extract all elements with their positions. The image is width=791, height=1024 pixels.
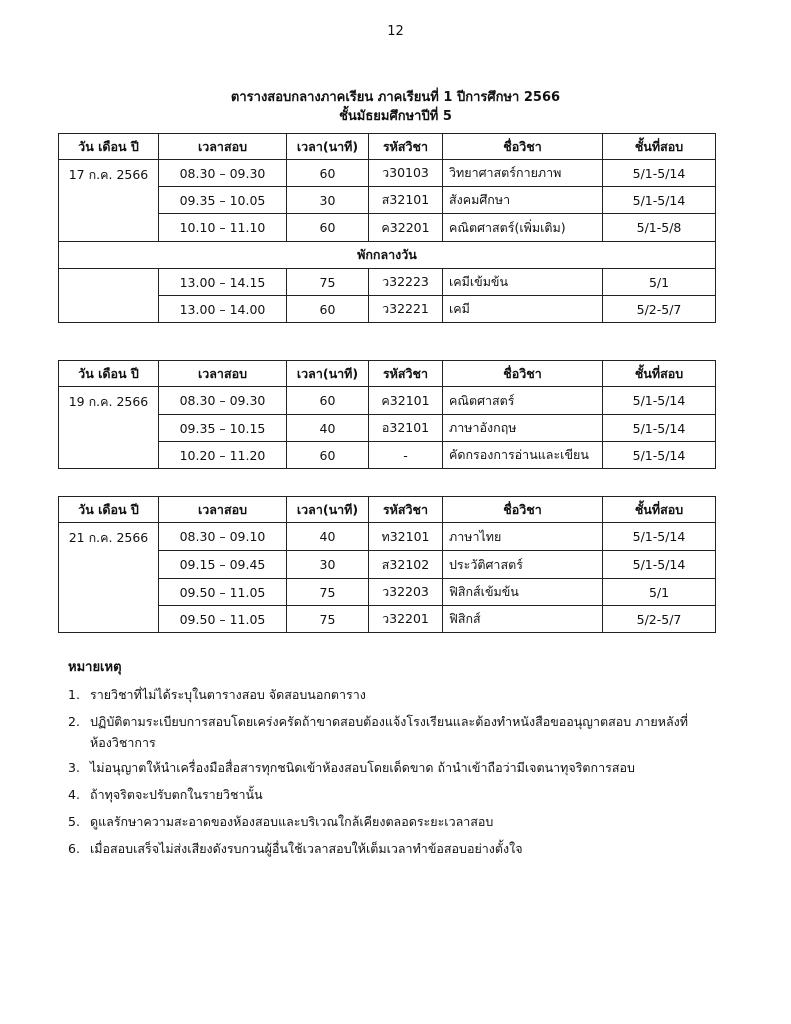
subject-code: ค32201 — [369, 214, 443, 242]
exam-date: 19 ก.ค. 2566 — [59, 387, 159, 469]
exam-level: 5/2-5/7 — [603, 606, 716, 633]
exam-time: 09.35 – 10.15 — [159, 415, 287, 442]
exam-time: 08.30 – 09.30 — [159, 387, 287, 415]
note-text: รายวิชาที่ไม่ได้ระบุในตารางสอบ จัดสอบนอกตาราง — [90, 687, 366, 702]
header-level: ชั้นที่สอบ — [603, 134, 716, 160]
exam-level: 5/1-5/14 — [603, 442, 716, 469]
exam-time: 08.30 – 09.10 — [159, 523, 287, 551]
exam-duration: 60 — [287, 296, 369, 323]
exam-duration: 60 — [287, 214, 369, 242]
subject-code: - — [369, 442, 443, 469]
exam-duration: 75 — [287, 606, 369, 633]
subject-code: ว32223 — [369, 269, 443, 296]
note-text: ดูแลรักษาความสะอาดของห้องสอบและบริเวณใกล้เคียงตลอดระยะเวลาสอบ — [90, 814, 494, 829]
exam-table-day-2 — [58, 360, 716, 469]
subject-name: เคมีเข้มข้น — [443, 269, 603, 296]
subject-name: คณิตศาสตร์ — [443, 387, 603, 415]
note-number: 6. — [68, 841, 80, 856]
exam-time: 09.35 – 10.05 — [159, 187, 287, 214]
exam-duration: 30 — [287, 551, 369, 579]
exam-time: 13.00 – 14.00 — [159, 296, 287, 323]
subject-code: ว32203 — [369, 579, 443, 606]
exam-time: 10.20 – 11.20 — [159, 442, 287, 469]
subject-name: วิทยาศาสตร์กายภาพ — [443, 160, 603, 187]
exam-level: 5/1 — [603, 269, 716, 296]
note-item — [68, 838, 708, 859]
note-text: ถ้าทุจริตจะปรับตกในรายวิชานั้น — [90, 787, 263, 802]
exam-level: 5/1 — [603, 579, 716, 606]
header-level: ชั้นที่สอบ — [603, 497, 716, 523]
exam-date: 21 ก.ค. 2566 — [59, 523, 159, 633]
exam-level: 5/1-5/8 — [603, 214, 716, 242]
header-level: ชั้นที่สอบ — [603, 361, 716, 387]
page-title — [0, 88, 791, 126]
subject-name: ประวัติศาสตร์ — [443, 551, 603, 579]
exam-date-empty — [59, 269, 159, 323]
exam-time: 10.10 – 11.10 — [159, 214, 287, 242]
subject-code: ค32101 — [369, 387, 443, 415]
header-date: วัน เดือน ปี — [59, 361, 159, 387]
exam-date: 17 ก.ค. 2566 — [59, 160, 159, 242]
note-item — [68, 811, 708, 832]
exam-duration: 40 — [287, 523, 369, 551]
subject-name: ภาษาไทย — [443, 523, 603, 551]
lunch-break-label: พักกลางวัน — [59, 242, 716, 269]
title-line-1: ตารางสอบกลางภาคเรียน ภาคเรียนที่ 1 ปีการศึกษา 2566 — [230, 90, 561, 105]
header-date: วัน เดือน ปี — [59, 134, 159, 160]
exam-level: 5/1-5/14 — [603, 415, 716, 442]
exam-level: 5/1-5/14 — [603, 551, 716, 579]
exam-level: 5/1-5/14 — [603, 523, 716, 551]
exam-time: 13.00 – 14.15 — [159, 269, 287, 296]
exam-time: 09.50 – 11.05 — [159, 606, 287, 633]
note-item — [68, 684, 708, 705]
header-subject: ชื่อวิชา — [443, 497, 603, 523]
exam-table-day-3 — [58, 496, 716, 633]
exam-level: 5/1-5/14 — [603, 160, 716, 187]
subject-name: ฟิสิกส์เข้มข้น — [443, 579, 603, 606]
subject-code: ว30103 — [369, 160, 443, 187]
table-header-row — [59, 497, 716, 523]
exam-table-day-1 — [58, 133, 716, 323]
notes-title: หมายเหตุ — [68, 660, 122, 675]
header-date: วัน เดือน ปี — [59, 497, 159, 523]
subject-name: ฟิสิกส์ — [443, 606, 603, 633]
table-row — [59, 387, 716, 415]
exam-duration: 60 — [287, 442, 369, 469]
lunch-break-row — [59, 242, 716, 269]
exam-time: 09.50 – 11.05 — [159, 579, 287, 606]
note-item — [68, 784, 708, 805]
header-duration: เวลา(นาที) — [287, 134, 369, 160]
header-time: เวลาสอบ — [159, 134, 287, 160]
header-code: รหัสวิชา — [369, 361, 443, 387]
subject-code: ส32102 — [369, 551, 443, 579]
exam-time: 09.15 – 09.45 — [159, 551, 287, 579]
exam-level: 5/2-5/7 — [603, 296, 716, 323]
table-row — [59, 523, 716, 551]
subject-name: สังคมศึกษา — [443, 187, 603, 214]
notes-list — [68, 684, 708, 865]
note-text: เมื่อสอบเสร็จไม่ส่งเสียงดังรบกวนผู้อื่นใช้เวลาสอบให้เต็มเวลาทำข้อสอบอย่างตั้งใจ — [90, 841, 523, 856]
subject-code: ว32201 — [369, 606, 443, 633]
exam-duration: 30 — [287, 187, 369, 214]
note-item — [68, 711, 708, 753]
note-text: ปฏิบัติตามระเบียบการสอบโดยเคร่งครัดถ้าขาดสอบต้องแจ้งโรงเรียนและต้องทำหนังสือขออนุญาตสอบ ภายหลังที่ห้องวิชาการ — [90, 714, 688, 750]
exam-level: 5/1-5/14 — [603, 387, 716, 415]
header-subject: ชื่อวิชา — [443, 134, 603, 160]
header-time: เวลาสอบ — [159, 497, 287, 523]
exam-duration: 60 — [287, 387, 369, 415]
header-duration: เวลา(นาที) — [287, 497, 369, 523]
note-number: 3. — [68, 760, 80, 775]
note-text: ไม่อนุญาตให้นำเครื่องมือสื่อสารทุกชนิดเข้าห้องสอบโดยเด็ดขาด ถ้านำเข้าถือว่ามีเจตนาทุจริตการสอบ — [90, 760, 635, 775]
note-number: 5. — [68, 814, 80, 829]
table-row — [59, 160, 716, 187]
exam-duration: 75 — [287, 269, 369, 296]
table-row — [59, 269, 716, 296]
note-number: 2. — [68, 714, 80, 729]
note-number: 4. — [68, 787, 80, 802]
exam-duration: 40 — [287, 415, 369, 442]
subject-name: ภาษาอังกฤษ — [443, 415, 603, 442]
exam-duration: 75 — [287, 579, 369, 606]
page-number: 12 — [387, 24, 404, 39]
exam-duration: 60 — [287, 160, 369, 187]
header-subject: ชื่อวิชา — [443, 361, 603, 387]
header-code: รหัสวิชา — [369, 134, 443, 160]
note-item — [68, 757, 708, 778]
header-code: รหัสวิชา — [369, 497, 443, 523]
subject-code: ว32221 — [369, 296, 443, 323]
note-number: 1. — [68, 687, 80, 702]
subject-name: เคมี — [443, 296, 603, 323]
title-line-2: ชั้นมัธยมศึกษาปีที่ 5 — [339, 109, 452, 124]
table-header-row — [59, 134, 716, 160]
table-header-row — [59, 361, 716, 387]
subject-name: คัดกรองการอ่านและเขียน — [443, 442, 603, 469]
exam-time: 08.30 – 09.30 — [159, 160, 287, 187]
exam-level: 5/1-5/14 — [603, 187, 716, 214]
header-time: เวลาสอบ — [159, 361, 287, 387]
subject-code: ส32101 — [369, 187, 443, 214]
subject-code: อ32101 — [369, 415, 443, 442]
header-duration: เวลา(นาที) — [287, 361, 369, 387]
subject-code: ท32101 — [369, 523, 443, 551]
subject-name: คณิตศาสตร์(เพิ่มเติม) — [443, 214, 603, 242]
